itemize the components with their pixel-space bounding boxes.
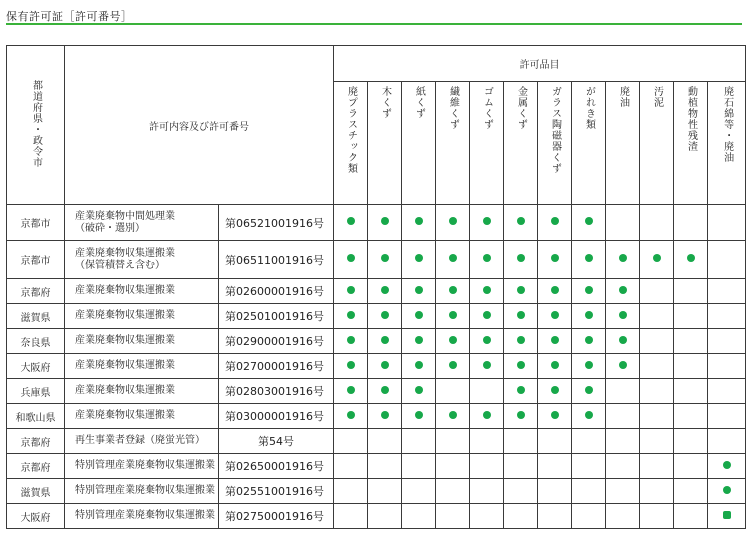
mark-cell [572,379,606,404]
mark-cell [640,454,674,479]
table-row [7,304,746,329]
category-header [368,82,402,205]
table-row [7,329,746,354]
permitted-mark-icon [415,411,423,419]
mark-cell [470,205,504,241]
mark-cell [504,279,538,304]
mark-cell [334,479,368,504]
category-header [606,82,640,205]
permitted-mark-icon [551,217,559,225]
permitted-mark-icon [517,386,525,394]
permitted-mark-icon [415,286,423,294]
mark-cell [504,379,538,404]
mark-cell [470,329,504,354]
mark-cell [368,379,402,404]
mark-cell [368,354,402,379]
mark-cell [436,404,470,429]
permitted-mark-icon [415,336,423,344]
prefecture-cell: 奈良県 [7,329,65,354]
mark-cell [538,205,572,241]
category-header [334,82,368,205]
permit-number-cell: 第06511001916号 [219,241,334,279]
permitted-mark-icon [517,336,525,344]
category-header [402,82,436,205]
permitted-mark-icon [619,336,627,344]
mark-cell [436,354,470,379]
mark-cell [674,205,708,241]
permitted-mark-icon [585,361,593,369]
mark-cell [436,429,470,454]
mark-cell [708,379,746,404]
mark-cell [572,279,606,304]
permitted-mark-icon [415,311,423,319]
mark-cell [368,279,402,304]
mark-cell [538,454,572,479]
permitted-mark-icon [415,217,423,225]
permitted-mark-icon [619,254,627,262]
permitted-mark-icon [551,411,559,419]
mark-cell [334,354,368,379]
permitted-mark-icon [449,217,457,225]
mark-cell [606,354,640,379]
mark-cell [572,454,606,479]
mark-cell [504,429,538,454]
mark-cell [572,404,606,429]
mark-cell [572,479,606,504]
permit-number-cell: 第02600001916号 [219,279,334,304]
mark-cell [436,304,470,329]
mark-cell [572,304,606,329]
mark-cell [470,304,504,329]
mark-cell [674,329,708,354]
mark-cell [334,205,368,241]
permitted-mark-icon [585,311,593,319]
permitted-mark-icon [483,361,491,369]
mark-cell [572,329,606,354]
mark-cell [470,454,504,479]
permitted-mark-icon [517,254,525,262]
permitted-mark-icon [449,336,457,344]
prefecture-cell: 京都市 [7,241,65,279]
permit-number-cell: 第02650001916号 [219,454,334,479]
category-header [708,82,746,205]
prefecture-cell: 滋賀県 [7,304,65,329]
permitted-mark-icon [551,361,559,369]
prefecture-cell: 和歌山県 [7,404,65,429]
mark-cell [606,429,640,454]
category-label: 動植物性残渣 [685,86,697,152]
permitted-mark-icon [585,336,593,344]
mark-cell [708,241,746,279]
license-type-cell: 産業廃棄物中間処理業 （破砕・選別） [65,205,219,241]
mark-cell [402,379,436,404]
permitted-mark-icon [415,386,423,394]
permitted-mark-icon [347,217,355,225]
category-header [470,82,504,205]
mark-cell [402,429,436,454]
mark-cell [470,404,504,429]
mark-cell [674,504,708,529]
category-header [436,82,470,205]
mark-cell [606,241,640,279]
permitted-mark-icon [619,311,627,319]
category-label: ゴムくず [481,86,493,130]
mark-cell [402,404,436,429]
mark-cell [538,304,572,329]
prefecture-cell: 京都府 [7,279,65,304]
mark-cell [504,454,538,479]
permitted-mark-icon [483,254,491,262]
mark-cell [640,429,674,454]
page-title: 保有許可証［許可番号］ [6,10,133,23]
mark-cell [640,379,674,404]
mark-cell [674,454,708,479]
mark-cell [368,304,402,329]
permitted-mark-icon [381,254,389,262]
permitted-mark-icon [347,254,355,262]
mark-cell [674,429,708,454]
permitted-mark-icon [723,461,731,469]
permitted-mark-icon [381,411,389,419]
permitted-mark-icon [381,336,389,344]
license-type-cell: 産業廃棄物収集運搬業 [65,304,219,329]
mark-cell [674,479,708,504]
permitted-mark-icon [723,511,731,519]
license-type-cell: 特別管理産業廃棄物収集運搬業 [65,454,219,479]
permitted-mark-icon [449,286,457,294]
permitted-mark-icon [585,386,593,394]
permitted-mark-icon [551,254,559,262]
mark-cell [708,479,746,504]
permit-number-cell: 第03000001916号 [219,404,334,429]
permitted-mark-icon [687,254,695,262]
mark-cell [334,404,368,429]
mark-cell [708,429,746,454]
mark-cell [640,479,674,504]
mark-cell [368,479,402,504]
table-row [7,504,746,529]
license-type-cell: 特別管理産業廃棄物収集運搬業 [65,504,219,529]
license-type-cell: 産業廃棄物収集運搬業 [65,404,219,429]
mark-cell [538,279,572,304]
category-header [640,82,674,205]
mark-cell [606,205,640,241]
mark-cell [436,329,470,354]
category-label: 廃油 [617,86,629,108]
mark-cell [402,504,436,529]
mark-cell [470,241,504,279]
mark-cell [334,504,368,529]
license-type-cell: 産業廃棄物収集運搬業 [65,279,219,304]
permitted-mark-icon [483,411,491,419]
permitted-mark-icon [381,286,389,294]
permitted-mark-icon [517,286,525,294]
permit-number-cell: 第02501001916号 [219,304,334,329]
mark-cell [368,205,402,241]
table-row [7,279,746,304]
mark-cell [572,504,606,529]
mark-cell [402,205,436,241]
mark-cell [538,504,572,529]
permitted-mark-icon [347,286,355,294]
mark-cell [504,354,538,379]
mark-cell [470,279,504,304]
mark-cell [606,504,640,529]
prefecture-cell: 大阪府 [7,504,65,529]
license-type-cell: 産業廃棄物収集運搬業 （保管積替え含む） [65,241,219,279]
mark-cell [402,304,436,329]
mark-cell [436,479,470,504]
permitted-mark-icon [449,411,457,419]
permitted-mark-icon [415,361,423,369]
mark-cell [572,354,606,379]
permitted-mark-icon [551,336,559,344]
permit-number-cell: 第06521001916号 [219,205,334,241]
mark-cell [504,205,538,241]
mark-cell [708,454,746,479]
permitted-mark-icon [449,311,457,319]
mark-cell [640,279,674,304]
permitted-mark-icon [483,217,491,225]
category-label: 紙くず [413,86,425,119]
mark-cell [538,241,572,279]
prefecture-cell: 大阪府 [7,354,65,379]
mark-cell [504,329,538,354]
permitted-mark-icon [449,254,457,262]
table-row [7,479,746,504]
mark-cell [708,329,746,354]
mark-cell [504,404,538,429]
permitted-mark-icon [517,411,525,419]
mark-cell [674,379,708,404]
mark-cell [538,354,572,379]
mark-cell [640,329,674,354]
permitted-mark-icon [723,486,731,494]
mark-cell [572,429,606,454]
mark-cell [640,304,674,329]
permitted-mark-icon [347,361,355,369]
permit-number-cell: 第02750001916号 [219,504,334,529]
table-row [7,404,746,429]
mark-cell [470,479,504,504]
mark-cell [674,279,708,304]
mark-cell [504,304,538,329]
mark-cell [640,241,674,279]
mark-cell [572,205,606,241]
mark-cell [674,304,708,329]
mark-cell [674,354,708,379]
table-row [7,379,746,404]
mark-cell [674,404,708,429]
mark-cell [504,479,538,504]
permitted-mark-icon [483,311,491,319]
permitted-mark-icon [347,386,355,394]
mark-cell [368,504,402,529]
permitted-mark-icon [517,311,525,319]
mark-cell [402,241,436,279]
permitted-mark-icon [517,217,525,225]
mark-cell [538,404,572,429]
mark-cell [334,241,368,279]
mark-cell [640,354,674,379]
permit-number-cell: 第02900001916号 [219,329,334,354]
license-type-cell: 再生事業者登録（廃蛍光管） [65,429,219,454]
mark-cell [606,329,640,354]
mark-cell [606,404,640,429]
mark-cell [334,454,368,479]
permitted-mark-icon [619,286,627,294]
permitted-mark-icon [483,336,491,344]
mark-cell [368,241,402,279]
license-type-cell: 産業廃棄物収集運搬業 [65,329,219,354]
permitted-mark-icon [449,361,457,369]
category-header [538,82,572,205]
mark-cell [606,279,640,304]
mark-cell [436,241,470,279]
license-type-cell: 特別管理産業廃棄物収集運搬業 [65,479,219,504]
mark-cell [402,354,436,379]
permitted-mark-icon [517,361,525,369]
permitted-mark-icon [483,286,491,294]
category-label: 汚泥 [651,86,663,108]
prefecture-cell: 滋賀県 [7,479,65,504]
permitted-mark-icon [415,254,423,262]
mark-cell [368,329,402,354]
permitted-mark-icon [347,311,355,319]
title-divider [6,23,742,25]
permitted-mark-icon [347,336,355,344]
mark-cell [538,379,572,404]
category-header [572,82,606,205]
mark-cell [436,205,470,241]
mark-cell [368,429,402,454]
mark-cell [708,304,746,329]
mark-cell [538,479,572,504]
permitted-mark-icon [381,311,389,319]
mark-cell [368,404,402,429]
category-label: ガラス陶磁器くず [549,86,561,174]
table-row [7,205,746,241]
permit-number-cell: 第54号 [219,429,334,454]
permitted-mark-icon [619,361,627,369]
mark-cell [334,379,368,404]
mark-cell [334,429,368,454]
permitted-mark-icon [381,361,389,369]
mark-cell [504,504,538,529]
permitted-mark-icon [551,386,559,394]
mark-cell [402,329,436,354]
mark-cell [470,429,504,454]
permit-number-cell: 第02700001916号 [219,354,334,379]
permitted-mark-icon [585,286,593,294]
mark-cell [606,479,640,504]
mark-cell [708,205,746,241]
prefecture-cell: 京都府 [7,454,65,479]
table-row [7,241,746,279]
mark-cell [572,241,606,279]
permitted-mark-icon [381,386,389,394]
mark-cell [436,379,470,404]
mark-cell [470,504,504,529]
license-type-cell: 産業廃棄物収集運搬業 [65,354,219,379]
prefecture-cell: 京都府 [7,429,65,454]
mark-cell [606,304,640,329]
mark-cell [334,329,368,354]
category-header [504,82,538,205]
category-label: 木くず [379,86,391,119]
permitted-mark-icon [585,411,593,419]
mark-cell [504,241,538,279]
table-row [7,454,746,479]
mark-cell [606,379,640,404]
permitted-mark-icon [347,411,355,419]
mark-cell [334,279,368,304]
mark-cell [470,354,504,379]
permit-table [6,45,746,529]
mark-cell [402,279,436,304]
mark-cell [368,454,402,479]
mark-cell [334,304,368,329]
mark-cell [640,205,674,241]
mark-cell [674,241,708,279]
mark-cell [402,479,436,504]
permitted-mark-icon [585,254,593,262]
permit-number-cell: 第02803001916号 [219,379,334,404]
permit-number-cell: 第02551001916号 [219,479,334,504]
items-header: 許可品目 [334,46,746,82]
category-label: 廃石綿等・廃油 [721,86,733,163]
table-row [7,429,746,454]
permitted-mark-icon [551,311,559,319]
category-header [674,82,708,205]
mark-cell [708,354,746,379]
mark-cell [640,404,674,429]
category-label: 廃プラスチック類 [345,86,357,174]
permitted-mark-icon [653,254,661,262]
mark-cell [538,329,572,354]
mark-cell [606,454,640,479]
prefecture-cell: 兵庫県 [7,379,65,404]
mark-cell [708,404,746,429]
permitted-mark-icon [381,217,389,225]
mark-cell [708,504,746,529]
permitted-mark-icon [585,217,593,225]
mark-cell [402,454,436,479]
mark-cell [640,504,674,529]
mark-cell [436,504,470,529]
license-type-cell: 産業廃棄物収集運搬業 [65,379,219,404]
table-row [7,354,746,379]
category-label: 繊維くず [447,86,459,130]
mark-cell [708,279,746,304]
license-header: 許可内容及び許可番号 [65,46,334,205]
mark-cell [436,454,470,479]
mark-cell [470,379,504,404]
permitted-mark-icon [551,286,559,294]
prefecture-header: 都道府県・政令市 [7,46,65,205]
mark-cell [538,429,572,454]
category-label: がれき類 [583,86,595,130]
category-label: 金属くず [515,86,527,130]
mark-cell [436,279,470,304]
prefecture-cell: 京都市 [7,205,65,241]
